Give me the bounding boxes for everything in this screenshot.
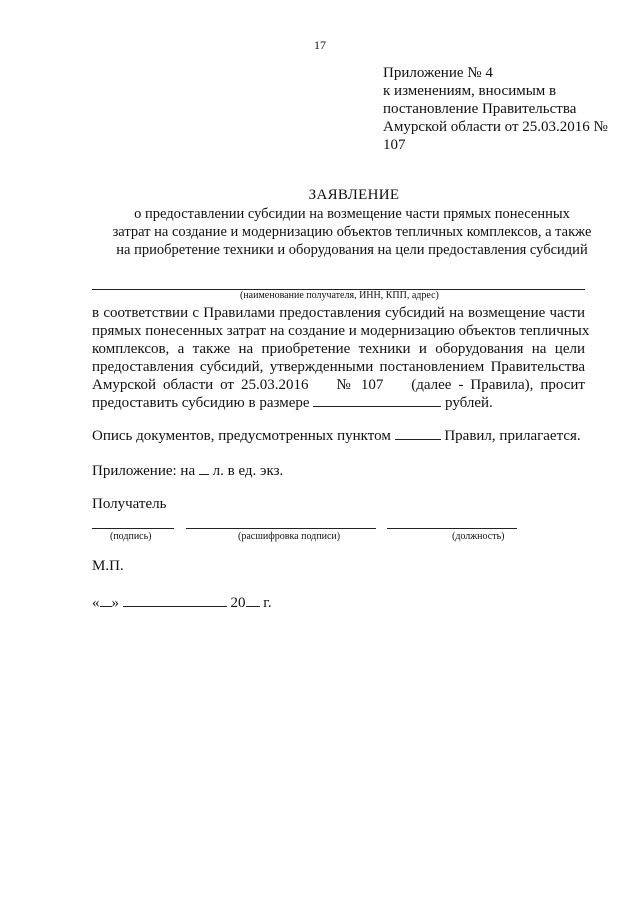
date-year-prefix: 20 <box>230 595 246 611</box>
appendix-line: 107 <box>383 137 406 153</box>
document-title: ЗАЯВЛЕНИЕ <box>308 187 400 203</box>
position-line[interactable] <box>387 528 517 529</box>
date-year-suffix: г. <box>263 595 272 611</box>
appendix-line: к изменениям, вносимым в <box>383 83 557 99</box>
inventory-point-blank[interactable] <box>395 427 441 440</box>
amount-suffix: рублей. <box>445 395 493 411</box>
date-year-blank[interactable] <box>246 594 260 607</box>
date-close-quote: » <box>111 595 119 611</box>
date-month-blank[interactable] <box>123 594 227 607</box>
date-open-quote: « <box>92 595 100 611</box>
signature-line[interactable] <box>92 528 174 529</box>
subtitle-line: затрат на создание и модернизацию объектов тепличных комплексов, а также <box>112 224 592 240</box>
subtitle-line: на приобретение техники и оборудования на цели предоставления субсидий <box>116 242 588 258</box>
attachment-pages-blank[interactable] <box>199 462 209 475</box>
inventory-prefix: Опись документов, предусмотренных пунктом <box>92 428 391 444</box>
attachment-prefix: Приложение: на <box>92 463 196 479</box>
decryption-line[interactable] <box>186 528 376 529</box>
date-line <box>92 594 271 612</box>
signature-caption: (подпись) <box>110 531 152 542</box>
date-day-blank[interactable] <box>100 594 112 607</box>
decryption-caption: (расшифровка подписи) <box>238 531 341 542</box>
appendix-line: постановление Правительства <box>383 101 577 117</box>
page-number: 17 <box>314 38 326 52</box>
appendix-line: Приложение № 4 <box>383 65 493 81</box>
appendix-block <box>383 64 623 154</box>
document-subtitle <box>92 205 612 259</box>
body-paragraph <box>92 304 590 412</box>
body-line: Амурской области от 25.03.2016 № 107 (далее - Правила), просит <box>92 377 585 393</box>
inventory-suffix: Правил, прилагается. <box>444 428 581 444</box>
position-caption: (должность) <box>452 531 505 542</box>
stamp-label: М.П. <box>92 558 124 574</box>
attachment-suffix: л. в ед. экз. <box>212 463 284 479</box>
subtitle-line: о предоставлении субсидии на возмещение части прямых понесенных <box>134 206 570 222</box>
body-line: прямых понесенных затрат на создание и модернизацию объектов тепличных <box>92 323 590 339</box>
appendix-line: Амурской области от 25.03.2016 № <box>383 119 608 135</box>
amount-line <box>92 394 585 412</box>
body-line: в соответствии с Правилами предоставления субсидий на возмещение части <box>92 305 585 321</box>
recipient-label: Получатель <box>92 496 167 512</box>
inventory-line <box>92 427 581 445</box>
amount-blank[interactable] <box>313 394 441 407</box>
amount-prefix: предоставить субсидию в размере <box>92 395 310 411</box>
body-line: комплексов, а также на приобретение техники и оборудования на цели <box>92 341 585 357</box>
recipient-caption: (наименование получателя, ИНН, КПП, адрес) <box>240 290 439 301</box>
body-line: предоставления субсидий, утвержденными постановлением Правительства <box>92 359 585 375</box>
attachment-line <box>92 462 283 480</box>
